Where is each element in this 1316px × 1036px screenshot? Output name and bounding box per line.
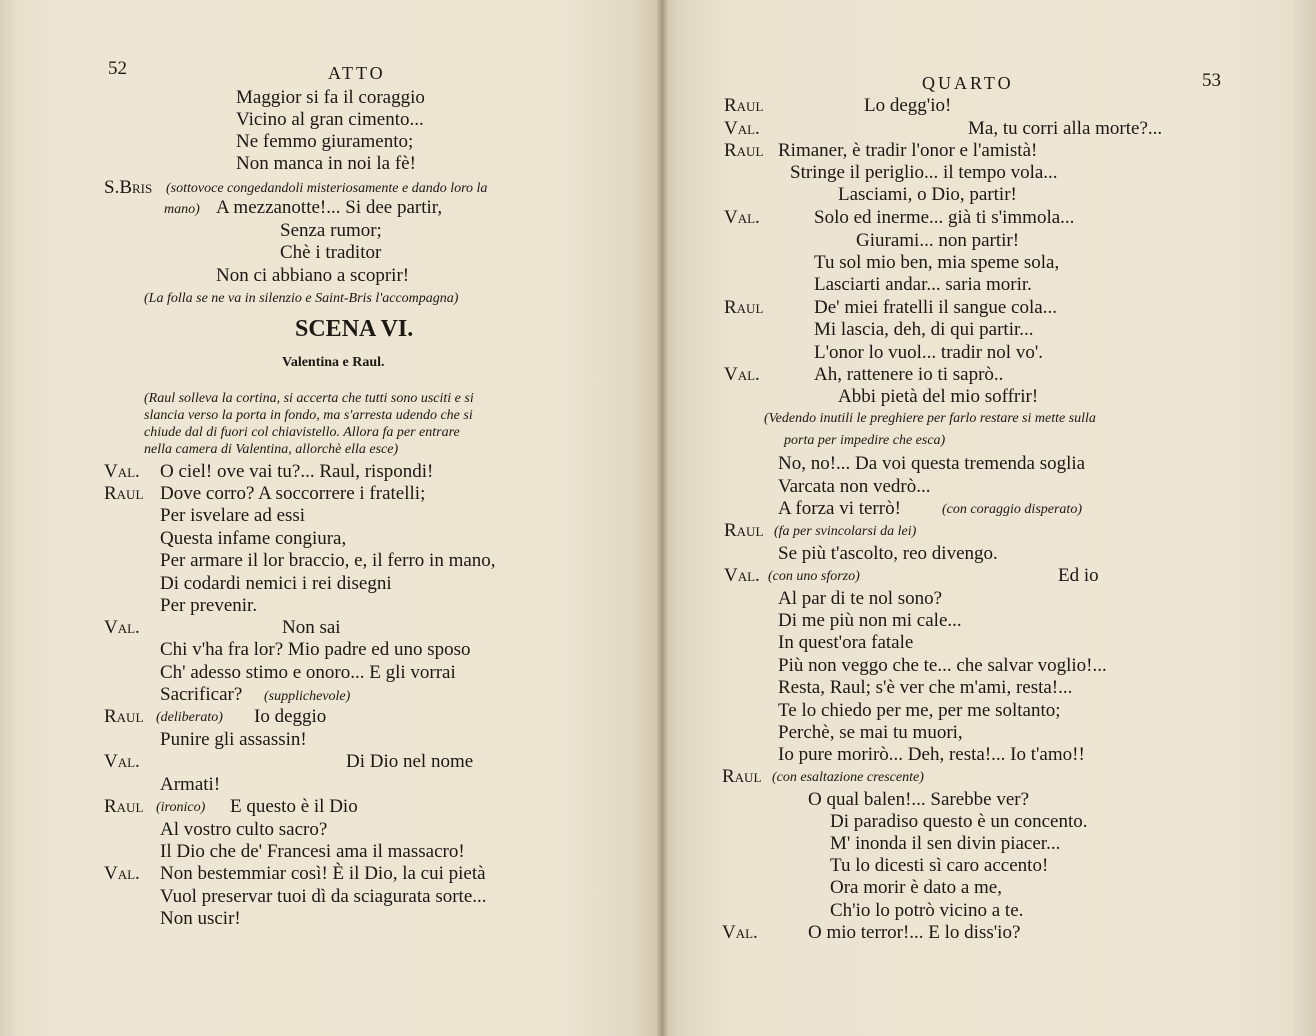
stage-direction: (fa per svincolarsi da lei): [774, 524, 917, 539]
verse-line: Ch' adesso stimo e onoro... E gli vorrai: [160, 662, 456, 683]
verse-line: Maggior si fa il coraggio: [236, 87, 425, 108]
stage-direction: (Raul solleva la cortina, si accerta che tutti sono usciti e si: [144, 391, 474, 406]
verse-line: Mi lascia, deh, di qui partir...: [814, 319, 1034, 340]
verse-line: Vicino al gran cimento...: [236, 109, 424, 130]
verse-line: Per armare il lor braccio, e, il ferro in mano,: [160, 550, 496, 571]
verse-line: Questa infame congiura,: [160, 528, 347, 549]
stage-direction: mano): [164, 202, 200, 217]
verse-line: Di Dio nel nome: [346, 751, 474, 772]
speaker-label: Val.: [724, 565, 760, 586]
page-number: 52: [108, 58, 127, 79]
verse-line: Per isvelare ad essi: [160, 505, 306, 526]
speaker-label: Raul: [104, 706, 144, 727]
speaker-label: Raul: [104, 483, 144, 504]
verse-line: Al par di te nol sono?: [778, 588, 943, 609]
speaker-label: Val.: [104, 461, 140, 482]
verse-line: Chi v'ha fra lor? Mio padre ed uno sposo: [160, 639, 471, 660]
verse-line: Rimaner, è tradir l'onor e l'amistà!: [778, 140, 1038, 161]
verse-line: Abbi pietà del mio soffrir!: [838, 386, 1039, 407]
verse-line: Al vostro culto sacro?: [160, 819, 328, 840]
verse-line: Stringe il periglio... il tempo vola...: [790, 162, 1058, 183]
stage-direction: (ironico): [156, 800, 206, 815]
verse-line: M' inonda il sen divin piacer...: [830, 833, 1061, 854]
speaker-label: Raul: [104, 796, 144, 817]
verse-line: Dove corro? A soccorrere i fratelli;: [160, 483, 426, 504]
verse-line: A forza vi terrò!: [778, 498, 901, 519]
verse-line: Tu sol mio ben, mia speme sola,: [814, 252, 1060, 273]
page-number: 53: [1202, 70, 1221, 91]
verse-line: Non ci abbiano a scoprir!: [216, 265, 410, 286]
verse-line: Tu lo dicesti sì caro accento!: [830, 855, 1049, 876]
verse-line: In quest'ora fatale: [778, 632, 914, 653]
verse-line: Di me più non mi cale...: [778, 610, 962, 631]
stage-direction: (con esaltazione crescente): [772, 770, 924, 785]
stage-direction: (con coraggio disperato): [942, 502, 1082, 517]
verse-line: Non manca in noi la fè!: [236, 153, 416, 174]
verse-line: Ora morir è dato a me,: [830, 877, 1002, 898]
stage-direction: (con uno sforzo): [768, 569, 860, 584]
verse-line: Perchè, se mai tu muori,: [778, 722, 963, 743]
speaker-label: Raul: [724, 140, 764, 161]
speaker-label: Raul: [724, 520, 764, 541]
speaker-label: S.Bris: [104, 177, 153, 198]
speaker-label: Raul: [722, 766, 762, 787]
stage-direction: chiude dal di fuori col chiavistello. Allora fa per entrare: [144, 425, 460, 440]
verse-line: Io deggio: [254, 706, 327, 727]
verse-line: Chè i traditor: [280, 242, 382, 263]
verse-line: No, no!... Da voi questa tremenda soglia: [778, 453, 1086, 474]
verse-line: Non uscir!: [160, 908, 241, 929]
verse-line: Non bestemmiar così! È il Dio, la cui pietà: [160, 863, 486, 884]
speaker-label: Val.: [104, 617, 140, 638]
scene-title: SCENA VI.: [295, 316, 414, 342]
verse-line: Punire gli assassin!: [160, 729, 307, 750]
verse-line: Più non veggo che te... che salvar voglio!...: [778, 655, 1107, 676]
verse-line: O mio terror!... E lo diss'io?: [808, 922, 1021, 943]
verse-line: Di codardi nemici i rei disegni: [160, 573, 392, 594]
verse-line: L'onor lo vuol... tradir nol vo'.: [814, 342, 1044, 363]
verse-line: Il Dio che de' Francesi ama il massacro!: [160, 841, 465, 862]
verse-line: Resta, Raul; s'è ver che m'ami, resta!...: [778, 677, 1073, 698]
verse-line: O ciel! ove vai tu?... Raul, rispondi!: [160, 461, 434, 482]
stage-direction: (La folla se ne va in silenzio e Saint-Bris l'accompagna): [144, 291, 459, 306]
verse-line: Per prevenir.: [160, 595, 258, 616]
verse-line: Io pure morirò... Deh, resta!... Io t'amo!!: [778, 744, 1085, 765]
stage-direction: (supplichevole): [264, 689, 351, 704]
speaker-label: Val.: [724, 118, 760, 139]
stage-direction: nella camera di Valentina, allorchè ella esce): [144, 442, 399, 457]
running-header: ATTO: [328, 63, 386, 83]
verse-line: A mezzanotte!... Si dee partir,: [216, 197, 443, 218]
verse-line: De' miei fratelli il sangue cola...: [814, 297, 1057, 318]
speaker-label: Val.: [104, 751, 140, 772]
verse-line: O qual balen!... Sarebbe ver?: [808, 789, 1030, 810]
speaker-label: Val.: [724, 364, 760, 385]
verse-line: Ed io: [1058, 565, 1099, 586]
verse-line: Lasciami, o Dio, partir!: [838, 184, 1017, 205]
verse-line: Di paradiso questo è un concento.: [830, 811, 1088, 832]
speaker-label: Raul: [724, 95, 764, 116]
verse-line: Non sai: [282, 617, 341, 638]
verse-line: Solo ed inerme... già ti s'immola...: [814, 207, 1075, 228]
verse-line: Varcata non vedrò...: [778, 476, 931, 497]
verse-line: Senza rumor;: [280, 220, 382, 241]
verse-line: Lasciarti andar... saria morir.: [814, 274, 1032, 295]
stage-direction: porta per impedire che esca): [784, 433, 946, 448]
speaker-label: Raul: [724, 297, 764, 318]
stage-direction: slancia verso la porta in fondo, ma s'arresta udendo che si: [144, 408, 473, 423]
verse-line: Te lo chiedo per me, per me soltanto;: [778, 700, 1061, 721]
verse-line: Armati!: [160, 774, 221, 795]
stage-direction: (Vedendo inutili le preghiere per farlo restare si mette sulla: [764, 411, 1096, 426]
stage-direction: (deliberato): [156, 710, 223, 725]
verse-line: E questo è il Dio: [230, 796, 358, 817]
stage-direction: (sottovoce congedandoli misteriosamente e dando loro la: [166, 181, 488, 196]
speaker-label: Val.: [722, 922, 758, 943]
verse-line: Giurami... non partir!: [856, 230, 1020, 251]
running-header: QUARTO: [922, 73, 1014, 93]
verse-line: Ne femmo giuramento;: [236, 131, 414, 152]
scene-characters: Valentina e Raul.: [282, 355, 385, 370]
verse-line: Se più t'ascolto, reo divengo.: [778, 543, 998, 564]
right-page: [662, 0, 1316, 1036]
speaker-label: Val.: [724, 207, 760, 228]
verse-line: Sacrificar?: [160, 684, 243, 705]
book-gutter: [656, 0, 668, 1036]
verse-line: Ah, rattenere io ti saprò..: [814, 364, 1004, 385]
speaker-label: Val.: [104, 863, 140, 884]
verse-line: Vuol preservar tuoi dì da sciagurata sorte...: [160, 886, 487, 907]
verse-line: Ma, tu corri alla morte?...: [968, 118, 1163, 139]
verse-line: Ch'io lo potrò vicino a te.: [830, 900, 1024, 921]
verse-line: Lo degg'io!: [864, 95, 952, 116]
